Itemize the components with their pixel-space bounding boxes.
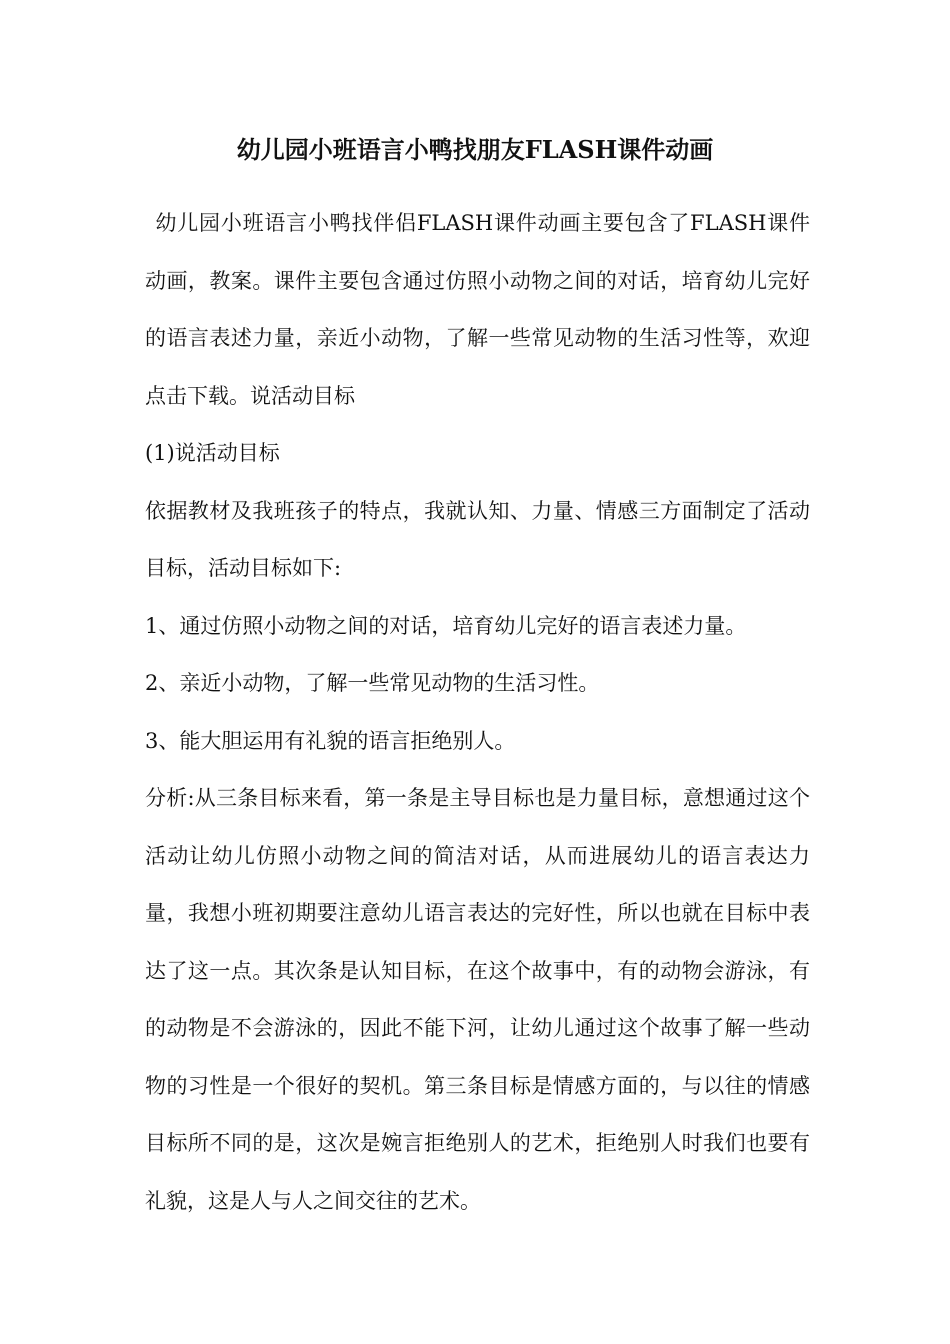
objective-item-3: 3、能大胆运用有礼貌的语言拒绝别人。 bbox=[145, 728, 516, 753]
section-heading: (1)说活动目标 bbox=[145, 441, 280, 465]
objectives-intro-paragraph: 依据教材及我班孩子的特点，我就认知、力量、情感三方面制定了活动目标，活动目标如下: bbox=[145, 498, 810, 580]
intro-paragraph: 幼儿园小班语言小鸭找伴侣FLASH课件动画主要包含了FLASH课件动画，教案。课件主要包含通过仿照小动物之间的对话，培育幼儿完好的语言表述力量，亲近小动物，了解一些常见动物的生活习性等，欢迎点击下载。说活动目标 bbox=[145, 211, 810, 408]
objective-item-2: 2、亲近小动物，了解一些常见动物的生活习性。 bbox=[145, 671, 600, 695]
document-title: 幼儿园小班语言小鸭找朋友FLASH课件动画 bbox=[236, 135, 714, 164]
analysis-paragraph: 分析:从三条目标来看，第一条是主导目标也是力量目标，意想通过这个活动让幼儿仿照小动物之间的简洁对话，从而进展幼儿的语言表达力量，我想小班初期要注意幼儿语言表达的完好性，所以也就在目标中表达了这一点。其次条是认知目标，在这个故事中，有的动物会游泳，有的动物是不会游泳的，因此不能下河，让幼儿通过这个故事了解一些动物的习性是一个很好的契机。第三条目标是情感方面的，与以往的情感目标所不同的是，这次是婉言拒绝别人的艺术，拒绝别人时我们也要有礼貌，这是人与人之间交往的艺术。 bbox=[145, 786, 810, 1213]
document-body bbox=[145, 195, 810, 1230]
objective-item-1: 1、通过仿照小动物之间的对话，培育幼儿完好的语言表述力量。 bbox=[145, 613, 747, 638]
